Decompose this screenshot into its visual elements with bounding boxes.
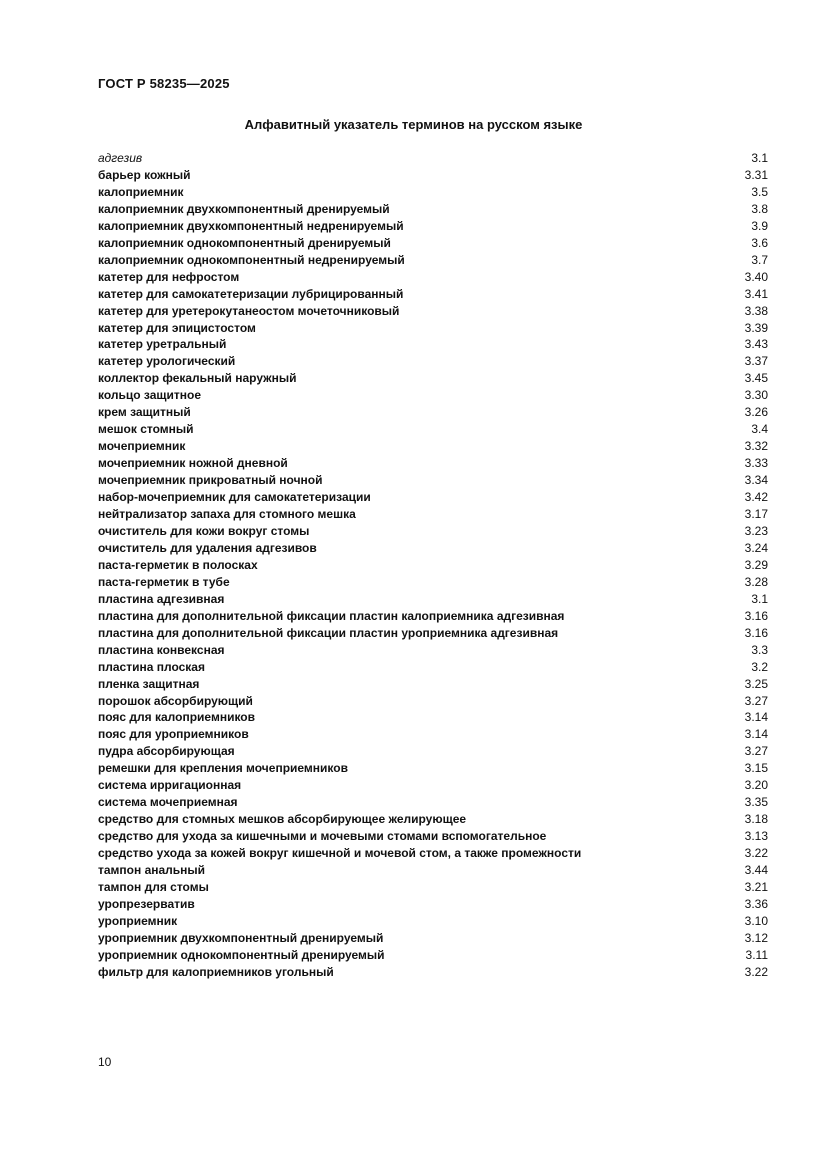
index-entry: [98, 642, 768, 659]
index-entry: [98, 252, 768, 269]
index-entry: [98, 269, 768, 286]
index-ref: 3.39: [744, 320, 768, 335]
index-ref: 3.25: [744, 676, 768, 691]
index-term: пластина для дополнительной фиксации пластин калоприемника адгезивная: [98, 608, 565, 623]
index-entry: [98, 472, 768, 489]
index-term: пояс для уроприемников: [98, 727, 249, 742]
index-term: ремешки для крепления мочеприемников: [98, 761, 348, 776]
index-entry: [98, 540, 768, 557]
index-ref: 3.38: [744, 303, 768, 318]
index-ref: 3.18: [744, 812, 768, 827]
index-entry: [98, 845, 768, 862]
index-ref: 3.14: [744, 710, 768, 725]
index-term: набор-мочеприемник для самокатетеризации: [98, 490, 371, 505]
index-ref: 3.42: [744, 490, 768, 505]
index-term: мешок стомный: [98, 422, 194, 437]
index-term: система мочеприемная: [98, 795, 238, 810]
index-entry: [98, 828, 768, 845]
index-ref: 3.33: [744, 456, 768, 471]
index-ref: 3.31: [744, 167, 768, 182]
index-term: катетер для уретерокутанеостом мочеточниковый: [98, 303, 400, 318]
index-ref: 3.27: [744, 744, 768, 759]
index-entry: [98, 760, 768, 777]
index-entry: [98, 693, 768, 710]
index-ref: 3.16: [744, 625, 768, 640]
index-ref: 3.5: [751, 184, 768, 199]
index-term: мочеприемник: [98, 439, 186, 454]
index-ref: 3.29: [744, 557, 768, 572]
index-term: кольцо защитное: [98, 388, 202, 403]
index-ref: 3.22: [744, 964, 768, 979]
index-entry: [98, 438, 768, 455]
index-term: коллектор фекальный наружный: [98, 371, 297, 386]
index-ref: 3.14: [744, 727, 768, 742]
index-term: калоприемник однокомпонентный недренируемый: [98, 252, 405, 267]
index-ref: 3.22: [744, 846, 768, 861]
index-entry: [98, 387, 768, 404]
index-ref: 3.23: [744, 523, 768, 538]
index-term: мочеприемник ножной дневной: [98, 456, 288, 471]
index-entry: [98, 404, 768, 421]
index-term: паста-герметик в полосках: [98, 557, 258, 572]
index-ref: 3.45: [744, 371, 768, 386]
index-term: калоприемник двухкомпонентный дренируемый: [98, 201, 390, 216]
index-ref: 3.6: [751, 235, 768, 250]
index-entry: [98, 557, 768, 574]
index-entry: [98, 150, 768, 167]
index-entry: [98, 608, 768, 625]
index-entry: [98, 913, 768, 930]
index-ref: 3.40: [744, 269, 768, 284]
index-entry: [98, 286, 768, 303]
index-ref: 3.26: [744, 405, 768, 420]
index-entry: [98, 896, 768, 913]
index-term: тампон для стомы: [98, 879, 209, 894]
index-term: мочеприемник прикроватный ночной: [98, 473, 323, 488]
index-entry: [98, 879, 768, 896]
index-ref: 3.11: [745, 947, 768, 962]
index-ref: 3.32: [744, 439, 768, 454]
index-entry: [98, 523, 768, 540]
index-entry: [98, 709, 768, 726]
index-ref: 3.30: [744, 388, 768, 403]
index-ref: 3.12: [744, 930, 768, 945]
index-ref: 3.27: [744, 693, 768, 708]
document-code: ГОСТ Р 58235—2025: [98, 76, 230, 91]
index-entry: [98, 930, 768, 947]
index-entry: [98, 201, 768, 218]
index-ref: 3.15: [744, 761, 768, 776]
index-term: уроприемник двухкомпонентный дренируемый: [98, 930, 384, 945]
index-ref: 3.17: [744, 507, 768, 522]
index-ref: 3.13: [744, 829, 768, 844]
index-ref: 3.36: [744, 896, 768, 911]
index-term: крем защитный: [98, 405, 191, 420]
index-entry: [98, 964, 768, 981]
index-term: средство ухода за кожей вокруг кишечной и мочевой стом, а также промежности: [98, 846, 582, 861]
index-term: пластина адгезивная: [98, 591, 225, 606]
index-term: очиститель для кожи вокруг стомы: [98, 523, 310, 538]
index-entry: [98, 591, 768, 608]
index-entry: [98, 811, 768, 828]
index-term: очиститель для удаления адгезивов: [98, 540, 317, 555]
index-ref: 3.44: [744, 863, 768, 878]
index-title: Алфавитный указатель терминов на русском языке: [244, 117, 583, 132]
index-term: нейтрализатор запаха для стомного мешка: [98, 507, 356, 522]
index-term: пудра абсорбирующая: [98, 744, 235, 759]
index-entry: [98, 303, 768, 320]
index-ref: 3.35: [744, 795, 768, 810]
index-term: пленка защитная: [98, 676, 200, 691]
index-ref: 3.4: [751, 422, 768, 437]
index-term: средство для ухода за кишечными и мочевыми стомами вспомогательное: [98, 829, 547, 844]
index-term: тампон анальный: [98, 863, 206, 878]
index-term: средство для стомных мешков абсорбирующее желирующее: [98, 812, 467, 827]
index-entry: [98, 506, 768, 523]
page-number: 10: [98, 1055, 112, 1069]
index-term: калоприемник: [98, 184, 184, 199]
index-ref: 3.41: [744, 286, 768, 301]
index-ref: 3.21: [744, 879, 768, 894]
index-term: паста-герметик в тубе: [98, 574, 230, 589]
index-term: калоприемник однокомпонентный дренируемый: [98, 235, 391, 250]
index-term: фильтр для калоприемников угольный: [98, 964, 334, 979]
index-term: уроприемник: [98, 913, 178, 928]
index-term: катетер урологический: [98, 354, 236, 369]
index-entry: [98, 574, 768, 591]
index-term: калоприемник двухкомпонентный недренируемый: [98, 218, 404, 233]
index-entry: [98, 184, 768, 201]
index-term: катетер для эпицистостом: [98, 320, 256, 335]
index-term: уроприемник однокомпонентный дренируемый: [98, 947, 385, 962]
index-ref: 3.20: [744, 778, 768, 793]
index-term: пояс для калоприемников: [98, 710, 256, 725]
index-entry: [98, 320, 768, 337]
index-term: уропрезерватив: [98, 896, 195, 911]
index-ref: 3.1: [751, 151, 768, 165]
index-ref: 3.2: [751, 659, 768, 674]
index-entry: [98, 370, 768, 387]
index-ref: 3.10: [744, 913, 768, 928]
index-entry: [98, 235, 768, 252]
index-term: пластина для дополнительной фиксации пластин уроприемника адгезивная: [98, 625, 559, 640]
index-entry: [98, 947, 768, 964]
index-entry: [98, 218, 768, 235]
index-entry: [98, 794, 768, 811]
index-ref: 3.28: [744, 574, 768, 589]
index-term: система ирригационная: [98, 778, 242, 793]
index-entry: [98, 336, 768, 353]
index-ref: 3.34: [744, 473, 768, 488]
index-term: барьер кожный: [98, 167, 191, 182]
index-entry: [98, 353, 768, 370]
index-entry: [98, 659, 768, 676]
index-entry: [98, 455, 768, 472]
index-entry: [98, 743, 768, 760]
index-entry: [98, 489, 768, 506]
index-ref: 3.16: [744, 608, 768, 623]
index-term: адгезив: [98, 151, 143, 165]
index-entry: [98, 625, 768, 642]
index-term: пластина конвексная: [98, 642, 225, 657]
index-term: катетер уретральный: [98, 337, 227, 352]
index-ref: 3.43: [744, 337, 768, 352]
index-term: пластина плоская: [98, 659, 205, 674]
index-term: порошок абсорбирующий: [98, 693, 253, 708]
index-ref: 3.8: [751, 201, 768, 216]
index-ref: 3.3: [751, 642, 768, 657]
index-term: катетер для самокатетеризации лубрицированный: [98, 286, 404, 301]
index-entry: [98, 421, 768, 438]
index-entry: [98, 167, 768, 184]
index-term: катетер для нефростом: [98, 269, 240, 284]
index-ref: 3.37: [744, 354, 768, 369]
index-entry: [98, 726, 768, 743]
index-entry: [98, 862, 768, 879]
index-ref: 3.24: [744, 540, 768, 555]
index-ref: 3.1: [751, 591, 768, 606]
index-entry: [98, 777, 768, 794]
index-entry: [98, 676, 768, 693]
index-list: [98, 150, 768, 981]
index-ref: 3.7: [751, 252, 768, 267]
index-ref: 3.9: [751, 218, 768, 233]
